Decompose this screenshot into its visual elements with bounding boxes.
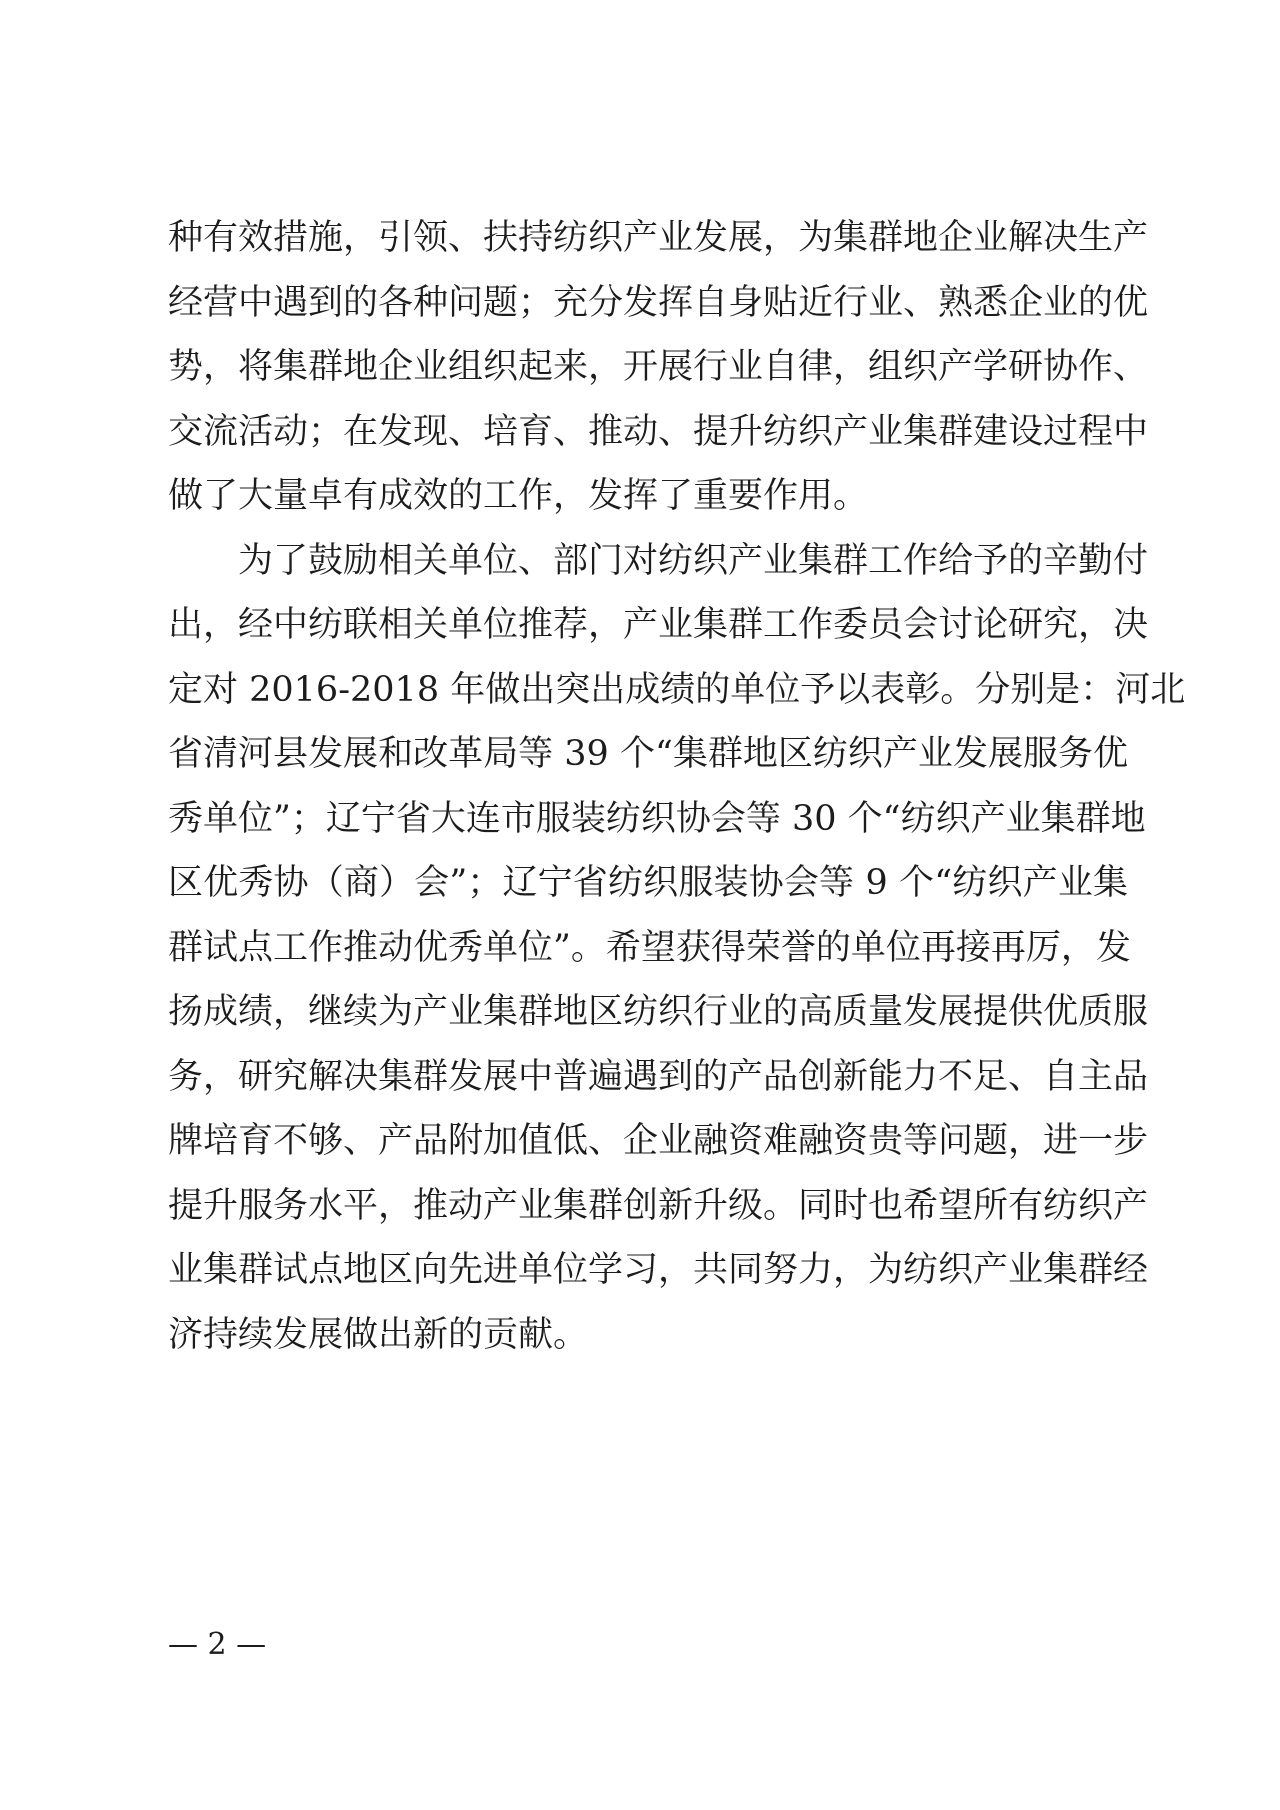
text-line: 秀单位”；辽宁省大连市服装纺织协会等 30 个“纺织产业集群地 (168, 798, 1146, 839)
text-line: 区优秀协（商）会”；辽宁省纺织服装协会等 9 个“纺织产业集 (168, 863, 1128, 903)
body-text (168, 206, 1186, 1367)
text-line: 扬成绩，继续为产业集群地区纺织行业的高质量发展提供优质服 (168, 992, 1149, 1032)
text-line: 交流活动；在发现、培育、推动、提升纺织产业集群建设过程中 (168, 411, 1149, 452)
text-line: 务，研究解决集群发展中普遍遇到的产品创新能力不足、自主品 (168, 1056, 1149, 1097)
text-line: 省清河县发展和改革局等 39 个“集群地区纺织产业发展服务优 (168, 734, 1128, 774)
text-line: 济持续发展做出新的贡献。 (168, 1314, 589, 1355)
text-line: 定对 2016-2018 年做出突出成绩的单位予以表彰。分别是：河北 (168, 669, 1186, 710)
text-line: 势，将集群地企业组织起来，开展行业自律，组织产学研协作、 (168, 347, 1149, 387)
text-line: 牌培育不够、产品附加值低、企业融资难融资贵等问题，进一步 (168, 1121, 1149, 1161)
text-line: 出，经中纺联相关单位推荐，产业集群工作委员会讨论研究，决 (168, 605, 1149, 645)
text-line: 群试点工作推动优秀单位”。希望获得荣誉的单位再接再厉，发 (168, 927, 1131, 968)
page-number: — 2 — (168, 1627, 267, 1662)
text-line: 为了鼓励相关单位、部门对纺织产业集群工作给予的辛勤付 (168, 540, 1149, 581)
text-line: 经营中遇到的各种问题；充分发挥自身贴近行业、熟悉企业的优 (168, 282, 1149, 323)
text-line: 提升服务水平，推动产业集群创新升级。同时也希望所有纺织产 (168, 1185, 1149, 1226)
text-line: 业集群试点地区向先进单位学习，共同努力，为纺织产业集群经 (168, 1250, 1149, 1290)
text-line: 种有效措施，引领、扶持纺织产业发展，为集群地企业解决生产 (168, 218, 1149, 258)
text-line: 做了大量卓有成效的工作，发挥了重要作用。 (168, 476, 869, 516)
